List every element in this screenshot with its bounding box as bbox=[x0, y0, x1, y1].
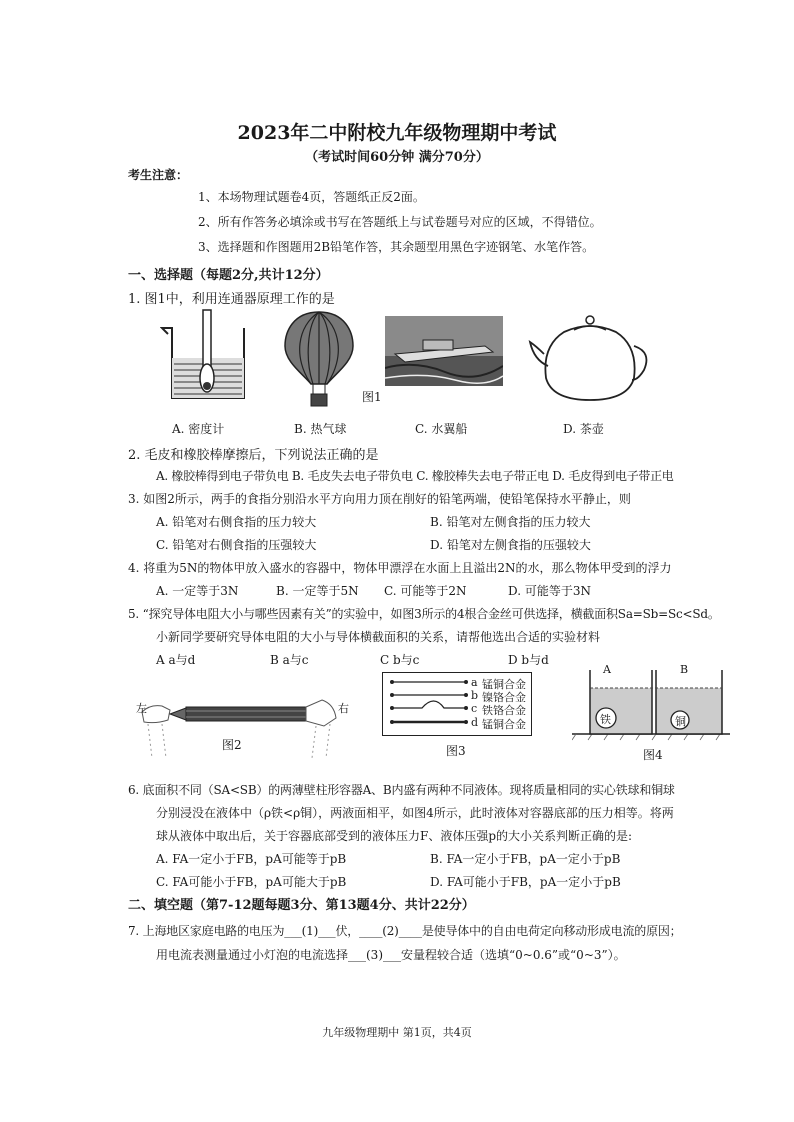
figure-1-caption: 图1 bbox=[362, 390, 382, 404]
q5-option-b: B a与c bbox=[270, 653, 309, 667]
q6-stem-line1: 6. 底面积不同（SA<SB）的两薄壁柱形容器A、B内盛有两种不同液体。现将质量相同的实心铁球和铜球 bbox=[128, 783, 675, 797]
q1-option-a: A. 密度计 bbox=[172, 422, 225, 436]
q3-option-d: D. 铅笔对左侧食指的压强较大 bbox=[430, 538, 591, 552]
q6-option-d: D. FA可能小于FB，pA一定小于pB bbox=[430, 875, 621, 889]
hydrometer-figure bbox=[160, 306, 255, 401]
hot-air-balloon-figure bbox=[283, 310, 355, 410]
page-subtitle: （考试时间60分钟 满分70分） bbox=[305, 150, 489, 165]
fig2-right-label: 右 bbox=[338, 702, 349, 715]
wire-b-label: 镍铬合金 bbox=[482, 691, 526, 704]
q6-stem-line3: 球从液体中取出后，关于容器底部受到的液体压力F、液体压强p的大小关系判断正确的是: bbox=[156, 829, 633, 843]
figure-3-caption: 图3 bbox=[446, 744, 466, 758]
hydrofoil-boat-photo bbox=[385, 316, 503, 386]
q4-stem: 4. 将重为5N的物体甲放入盛水的容器中，物体甲漂浮在水面上且溢出2N的水，那么物体甲受到的浮力 bbox=[128, 561, 672, 575]
q4-option-b: B. 一定等于5N bbox=[276, 584, 359, 598]
q6-option-b: B. FA一定小于FB，pA一定小于pB bbox=[430, 852, 621, 866]
container-a-label: A bbox=[603, 663, 611, 676]
page-footer: 九年级物理期中 第1页，共4页 bbox=[322, 1026, 472, 1039]
q6-option-a: A. FA一定小于FB，pA可能等于pB bbox=[156, 852, 347, 866]
q3-option-b: B. 铅笔对左侧食指的压力较大 bbox=[430, 515, 591, 529]
wire-d-label: 锰铜合金 bbox=[482, 718, 526, 731]
q3-option-a: A. 铅笔对右侧食指的压力较大 bbox=[156, 515, 317, 529]
notice-item-2: 2、所有作答务必填涂或书写在答题纸上与试卷题号对应的区域，不得错位。 bbox=[198, 215, 602, 229]
copper-ball-label: 铜 bbox=[675, 715, 686, 728]
iron-ball-label: 铁 bbox=[600, 713, 611, 726]
q2-stem: 2. 毛皮和橡胶棒摩擦后，下列说法正确的是 bbox=[128, 448, 379, 463]
containers-figure bbox=[572, 662, 730, 742]
teapot-figure bbox=[528, 306, 648, 406]
q6-stem-line2: 分别浸没在液体中（ρ铁<ρ铜），两液面相平，如图4所示，此时液体对容器底部的压力相等。将两 bbox=[156, 806, 674, 820]
section-heading-fill-in: 二、填空题（第7-12题每题3分、第13题4分、共计22分） bbox=[128, 898, 475, 913]
q5-stem-line2: 小新同学要研究导体电阻的大小与导体横截面积的关系，请帮他选出合适的实验材料 bbox=[156, 630, 601, 644]
container-b-label: B bbox=[680, 663, 689, 676]
q1-option-c: C. 水翼船 bbox=[415, 422, 468, 436]
page-title: 2023年二中附校九年级物理期中考试 bbox=[237, 122, 557, 144]
wire-c-letter: c bbox=[471, 702, 478, 715]
wire-c-label: 铁铬合金 bbox=[482, 704, 526, 717]
q5-option-a: A a与d bbox=[156, 653, 196, 667]
wire-a-letter: a bbox=[471, 676, 478, 689]
q6-option-c: C. FA可能小于FB，pA可能大于pB bbox=[156, 875, 347, 889]
q1-option-d: D. 茶壶 bbox=[563, 422, 604, 436]
q5-stem: 5. “探究导体电阻大小与哪些因素有关”的实验中，如图3所示的4根合金丝可供选择，横截面积Sa=Sb=Sc<Sd。 bbox=[128, 607, 720, 621]
q3-stem: 3. 如图2所示，两手的食指分别沿水平方向用力顶在削好的铅笔两端，使铅笔保持水平静止，则 bbox=[128, 492, 631, 506]
notice-item-3: 3、选择题和作图题用2B铅笔作答，其余题型用黑色字迹钢笔、水笔作答。 bbox=[198, 240, 595, 254]
q3-option-c: C. 铅笔对右侧食指的压强较大 bbox=[156, 538, 317, 552]
notice-label: 考生注意： bbox=[128, 168, 189, 182]
fig2-left-label: 左 bbox=[136, 702, 147, 715]
figure-4-caption: 图4 bbox=[643, 748, 663, 762]
q2-options: A. 橡胶棒得到电子带负电 B. 毛皮失去电子带负电 C. 橡胶棒失去电子带正电 D. 毛皮得到电子带正电 bbox=[156, 469, 674, 483]
q5-option-d: D b与d bbox=[508, 653, 549, 667]
q4-option-d: D. 可能等于3N bbox=[508, 584, 591, 598]
wire-a-label: 锰铜合金 bbox=[482, 678, 526, 691]
q1-stem: 1. 图1中，利用连通器原理工作的是 bbox=[128, 292, 335, 307]
wire-d-letter: d bbox=[471, 716, 479, 729]
q4-option-a: A. 一定等于3N bbox=[156, 584, 239, 598]
q1-option-b: B. 热气球 bbox=[294, 422, 347, 436]
q7-line2: 用电流表测量通过小灯泡的电流选择___(3)___安量程较合适（选填“0~0.6”或“0~3”）。 bbox=[156, 948, 626, 962]
section-heading-choice: 一、选择题（每题2分,共计12分） bbox=[128, 268, 329, 283]
q4-option-c: C. 可能等于2N bbox=[384, 584, 467, 598]
figure-2-caption: 图2 bbox=[222, 738, 242, 752]
notice-item-1: 1、本场物理试题卷4页，答题纸正反2面。 bbox=[198, 190, 425, 204]
q5-option-c: C b与c bbox=[380, 653, 420, 667]
wire-b-letter: b bbox=[471, 689, 479, 702]
q7-line1: 7. 上海地区家庭电路的电压为___(1)___伏，____(2)____是使导体中的自由电荷定向移动形成电流的原因； bbox=[128, 924, 682, 938]
